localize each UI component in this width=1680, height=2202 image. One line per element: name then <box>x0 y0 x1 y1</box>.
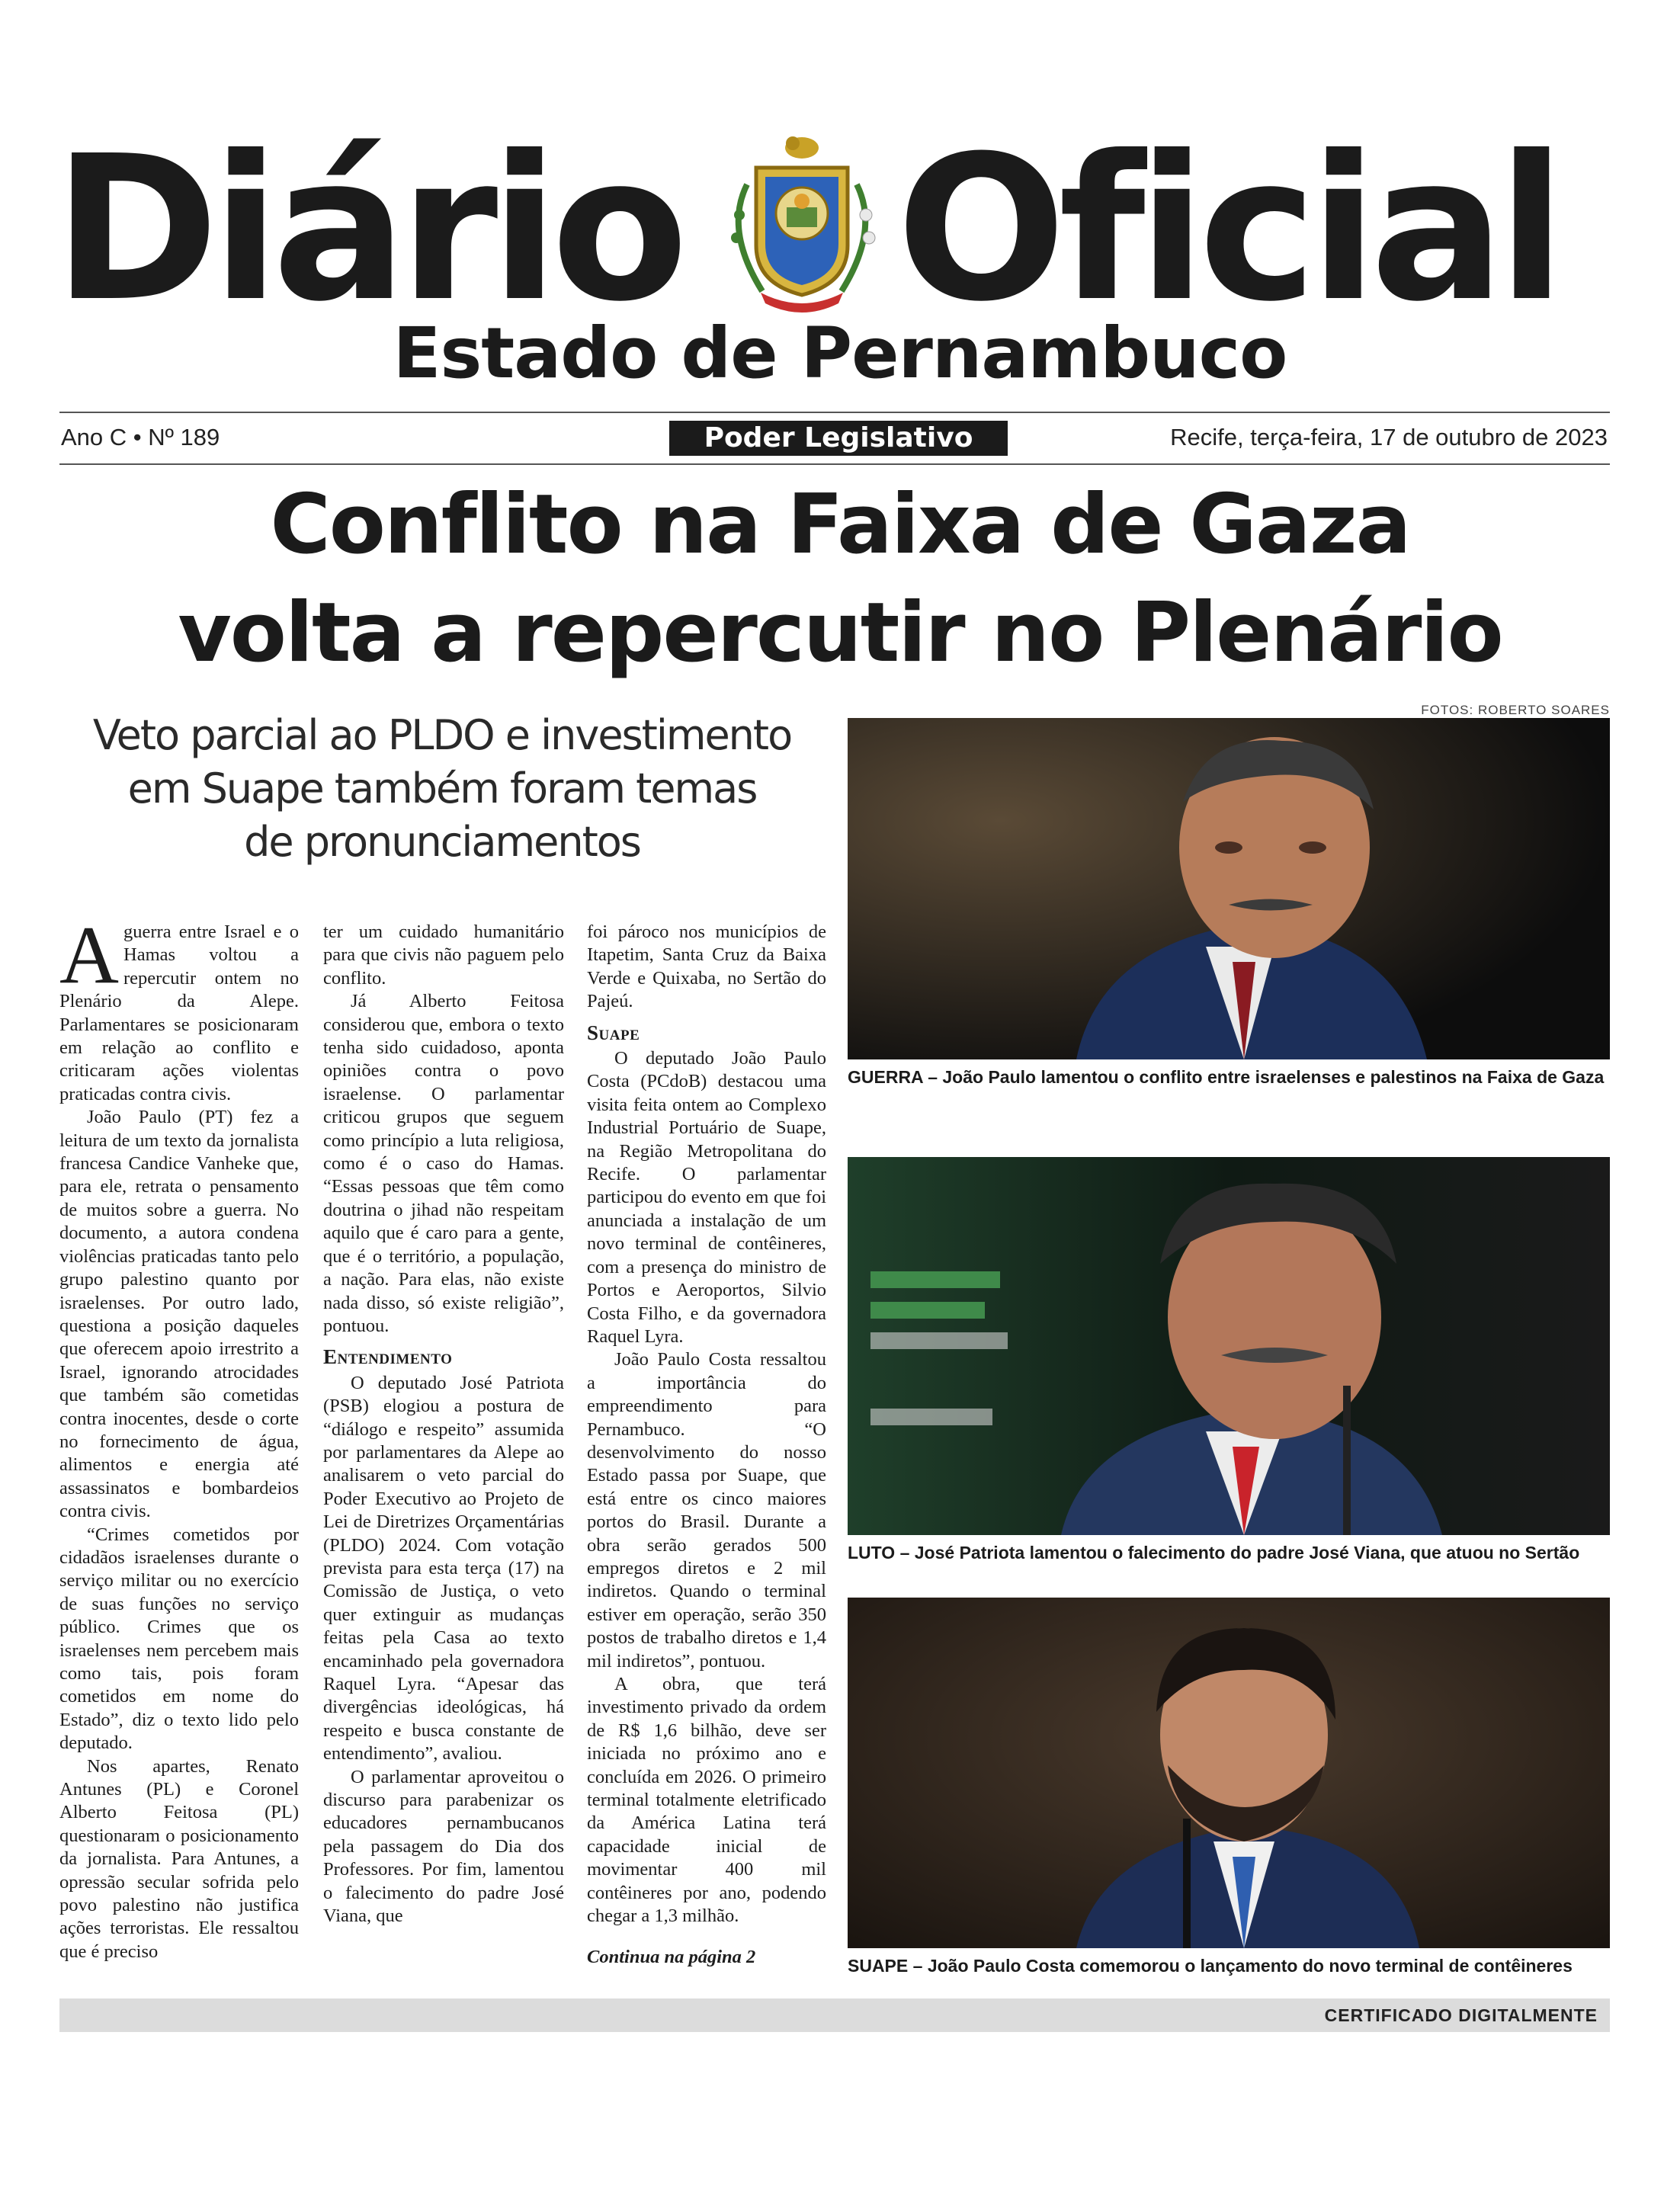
article-paragraph: Já Alberto Feitosa considerou que, embora o texto tenha sido cuidadoso, aponta opiniões contra o povo israelense. O parlamentar criticou grupos que seguem como princípio a luta religiosa, como é o caso do Hamas. “Essas pessoas que têm como doutrina o jihad não respeitam aquilo que é caro para a gente, que é o território, a população, a nação. Para elas, não existe nada disso, só existe religião”, pontuou. <box>323 991 564 1336</box>
digital-certificate-label: CERTIFICADO DIGITALMENTE <box>1324 2005 1598 2025</box>
article-paragraph: O deputado José Patriota (PSB) elogiou a postura de “diálogo e respeito” assumida por parlamentares da Alepe ao analisarem o veto parcial do Poder Executivo ao Projeto de Lei de Diretrizes Orçamentárias (PLDO) 2024. Com votação prevista para esta terça (17) na Comissão de Justiça, o veto quer extinguir as mudanças feitas pela Casa ao texto encaminhado pela governadora Raquel Lyra. “Apesar das divergências ideológicas, há respeito e busca constante de entendimento”, avaliou. <box>323 1372 564 1764</box>
article-column-3 <box>587 921 826 1970</box>
dateline: Recife, terça-feira, 17 de outubro de 2023 <box>1170 424 1608 450</box>
article-paragraph: O parlamentar aproveitou o discurso para parabenizar os educadores pernambucanos pela passagem do Dia dos Professores. Por fim, lamentou o falecimento do padre José Viana, que <box>323 1766 564 1927</box>
masthead-title-right: Oficial <box>896 113 1559 345</box>
masthead-rule-bottom <box>59 463 1610 465</box>
photo-caption-guerra: GUERRA – João Paulo lamentou o conflito entre israelenses e palestinos na Faixa de Gaza <box>848 1067 1605 1087</box>
subheadline-line-2: em Suape também foram temas <box>127 764 757 813</box>
article-paragraph: Nos apartes, Renato Antunes (PL) e Coronel Alberto Feitosa (PL) questionaram o posicionamento da jornalista. Para Antunes, a opressão secular sofrida pelo povo palestino não justifica ações terroristas. Ele ressaltou que é preciso <box>59 1755 299 1962</box>
paragraph-text: guerra entre Israel e o Hamas voltou a repercutir ontem no Plenário da Alepe. Parlamentares se posicionaram em relação ao conflito e criticaram ações violentas praticadas contra civis. <box>59 922 299 1104</box>
article-paragraph: foi pároco nos municípios de Itapetim, Santa Cruz da Baixa Verde e Quixaba, no Sertão do Pajeú. <box>587 922 826 1012</box>
edition-number: Ano C • Nº 189 <box>61 424 220 450</box>
photo-credit: FOTOS: ROBERTO SOARES <box>1421 703 1610 717</box>
article-paragraph: O deputado João Paulo Costa (PCdoB) destacou uma visita feita ontem ao Complexo Industrial Portuário de Suape, na Região Metropolitana do Recife. O parlamentar participou do evento em que foi anunciada a instalação de um novo terminal de contêineres, com a presença do ministro de Portos e Aeroportos, Silvio Costa Filho, e da governadora Raquel Lyra. <box>587 1048 826 1347</box>
masthead-subtitle: Estado de Pernambuco <box>393 313 1287 394</box>
photo-caption-suape: SUAPE – João Paulo Costa comemorou o lançamento do novo terminal de contêineres <box>848 1956 1573 1976</box>
article-paragraph: João Paulo Costa ressaltou a importância do empreendimento para Pernambuco. “O desenvolvimento do nosso Estado passa por Suape, que está entre os cinco maiores portos do Brasil. Durante a obra serão gerados 500 empregos diretos e 2 mil indiretos. Quando o terminal estiver em operação, serão 350 postos de trabalho diretos e 1,4 mil indiretos”, pontuou. <box>587 1349 826 1672</box>
footer-bar <box>59 1998 1610 2032</box>
article-paragraph: ter um cuidado humanitário para que civis não paguem pelo conflito. <box>323 922 564 989</box>
masthead-title-left: Diário <box>53 113 681 345</box>
subheadline <box>61 709 823 869</box>
headline-line-1: Conflito na Faixa de Gaza <box>270 477 1410 572</box>
subheadline-line-1: Veto parcial ao PLDO e investimento <box>92 711 792 759</box>
subheadline-line-3: de pronunciamentos <box>244 818 640 866</box>
section-tag: Poder Legislativo <box>669 421 1008 456</box>
photo-suape <box>848 1598 1610 1948</box>
continued-on-page-link[interactable]: Continua na página 2 <box>587 1947 756 1968</box>
state-coat-of-arms-emblem <box>717 131 887 314</box>
section-heading-entendimento: Entendimento <box>323 1345 453 1369</box>
photo-caption-luto: LUTO – José Patriota lamentou o falecimento do padre José Viana, que atuou no Sertão <box>848 1543 1580 1563</box>
photo-luto <box>848 1157 1610 1535</box>
photo-guerra <box>848 718 1610 1059</box>
article-paragraph: João Paulo (PT) fez a leitura de um texto da jornalista francesa Candice Vanheke que, para ele, retrata o pensamento de muitos sobre a guerra. No documento, a autora condena violências praticadas tanto pelo grupo palestino quanto por israelenses. Por outro lado, questiona a posição daqueles que oferecem apoio irrestrito a Israel, ignorando atrocidades que também são cometidas contra inocentes, desde o corte no fornecimento de água, alimentos e energia até assassinatos e bombardeios contra civis. <box>59 1107 299 1522</box>
article-paragraph <box>59 910 299 1106</box>
masthead-rule-top <box>59 412 1610 413</box>
article-paragraph: A obra, que terá investimento privado da ordem de R$ 1,6 bilhão, deve ser iniciada no próximo ano e concluída em 2026. O primeiro terminal totalmente eletrificado da América Latina terá capacidade inicial de movimentar 400 mil contêineres por ano, podendo chegar a 1,3 milhão. <box>587 1674 826 1927</box>
headline-line-2: volta a repercutir no Plenário <box>178 585 1502 681</box>
headline <box>0 471 1680 688</box>
section-heading-suape: Suape <box>587 1021 640 1044</box>
drop-cap: A <box>59 910 119 1001</box>
article-paragraph: “Crimes cometidos por cidadãos israelenses durante o serviço militar ou no exercício de suas funções no serviço público. Crimes que os israelenses nem percebem mais como tais, pois foram cometidos em nome do Estado”, diz o texto lido pelo deputado. <box>59 1524 299 1754</box>
article-column-2 <box>323 921 564 1928</box>
article-column-1 <box>59 910 299 1963</box>
